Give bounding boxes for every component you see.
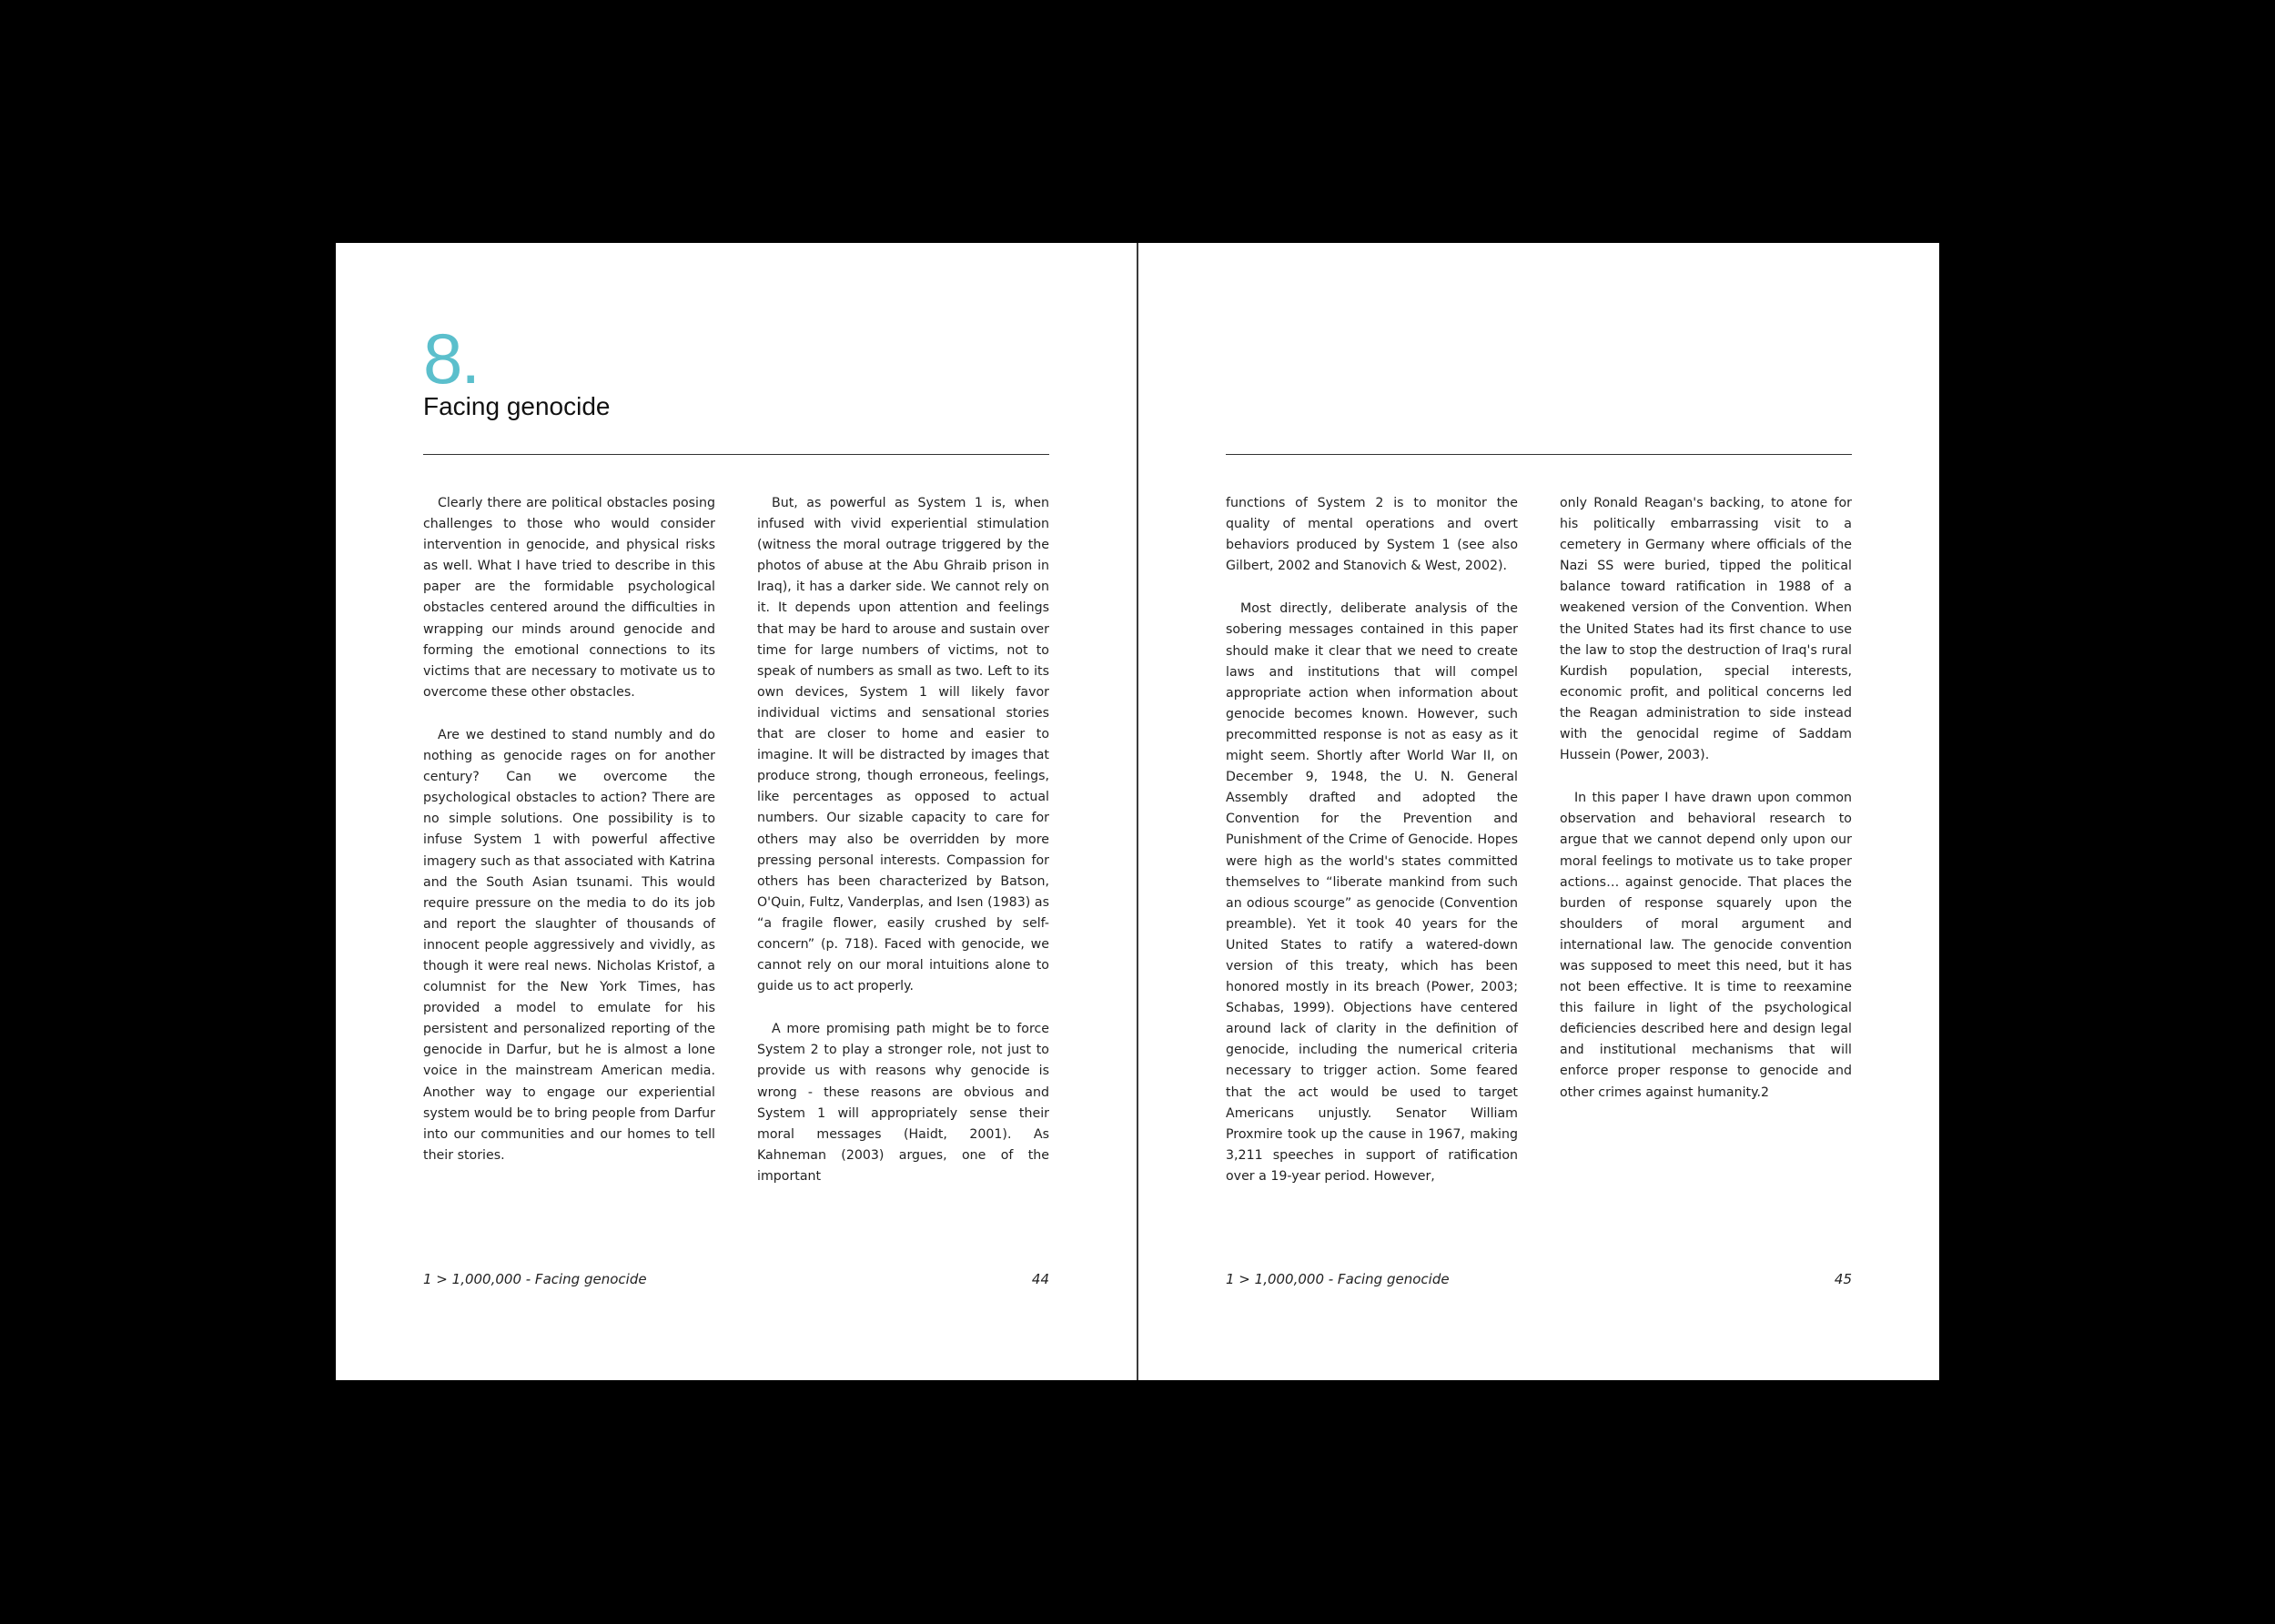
left-page-column-2 xyxy=(757,493,1049,1187)
paragraph: A more promising path might be to force System 2 to play a stronger role, not just to provide us with reasons why genocide is wrong - these reasons are obvious and System 1 will appropriately sense their moral messages (Haidt, 2001). As Kahneman (2003) argues, one of the important xyxy=(757,1022,1049,1184)
page-number: 45 xyxy=(1834,1271,1852,1287)
running-footer: 1 > 1,000,000 - Facing genocide xyxy=(1226,1271,1450,1287)
header-rule xyxy=(1226,454,1852,455)
paragraph: But, as powerful as System 1 is, when infused with vivid experiential stimulation (witness the moral outrage triggered by the photos of abuse at the Abu Ghraib prison in Iraq), it has a darker side. We cannot rely on it. It depends upon attention and feelings that may be hard to arouse and sustain over time for large numbers of victims, not to speak of numbers as small as two. Left to its own devices, System 1 will likely favor individual victims and sensational stories that are closer to home and easier to imagine. It will be distracted by images that produce strong, though erroneous, feelings, like percentages as opposed to actual numbers. Our sizable capacity to care for others may also be overridden by more pressing personal interests. Compassion for others has been characterized by Batson, O'Quin, Fultz, Vanderplas, and Isen (1983) as “a fragile flower, easily crushed by self-concern” (p. 718). Faced with genocide, we cannot rely on our moral intuitions alone to guide us to act properly. xyxy=(757,496,1049,994)
paragraph: In this paper I have drawn upon common observation and behavioral research to argue that we cannot depend only upon our moral feelings to motivate us to take proper actions… against genocide. That places the burden of response squarely upon the shoulders of moral argument and international law. The genocide convention was supposed to meet this need, but it has not been effective. It is time to reexamine this failure in light of the psychological deficiencies described here and design legal and institutional mechanisms that will enforce proper response to genocide and other crimes against humanity.2 xyxy=(1560,791,1852,1100)
right-page-column-2 xyxy=(1560,493,1852,1104)
paragraph: functions of System 2 is to monitor the quality of mental operations and overt behaviors produced by System 1 (see also Gilbert, 2002 and Stanovich & West, 2002). xyxy=(1226,496,1518,574)
left-page-column-1 xyxy=(423,493,715,1166)
paragraph: only Ronald Reagan's backing, to atone for his politically embarrassing visit to a cemetery in Germany where officials of the Nazi SS were buried, tipped the political balance toward ratification in 1988 of a weakened version of the Convention. When the United States had its first chance to use the law to stop the destruction of Iraq's rural Kurdish population, special interests, economic profit, and political concerns led the Reagan administration to side instead with the genocidal regime of Saddam Hussein (Power, 2003). xyxy=(1560,496,1852,763)
chapter-number: 8. xyxy=(423,318,480,398)
paragraph: Are we destined to stand numbly and do nothing as genocide rages on for another century? Can we overcome the psychological obstacles to action? There are no simple solutions. One possibility is to infuse System 1 with powerful affective imagery such as that associated with Katrina and the South Asian tsunami. This would require pressure on the media to do its job and report the slaughter of thousands of innocent people aggressively and vividly, as though it were real news. Nicholas Kristof, a columnist for the New York Times, has provided a model to emulate for his persistent and personalized reporting of the genocide in Darfur, but he is almost a lone voice in the mainstream American media. Another way to engage our experiential system would be to bring people from Darfur into our communities and our homes to tell their stories. xyxy=(423,727,715,1163)
header-rule xyxy=(423,454,1049,455)
right-page-column-1 xyxy=(1226,493,1518,1187)
paragraph: Clearly there are political obstacles posing challenges to those who would consider intervention in genocide, and physical risks as well. What I have tried to describe in this paper are the formidable psychological obstacles centered around the difficulties in wrapping our minds around genocide and forming the emotional connections to its victims that are necessary to motivate us to overcome these other obstacles. xyxy=(423,496,715,700)
paragraph: Most directly, deliberate analysis of the sobering messages contained in this paper should make it clear that we need to create laws and institutions that will compel appropriate action when information about genocide becomes known. However, such precommitted response is not as easy as it might seem. Shortly after World War II, on December 9, 1948, the U. N. General Assembly drafted and adopted the Convention for the Prevention and Punishment of the Crime of Genocide. Hopes were high as the world's states committed themselves to “liberate mankind from such an odious scourge” as genocide (Convention preamble). Yet it took 40 years for the United States to ratify a watered-down version of this treaty, which has been honored mostly in its breach (Power, 2003; Schabas, 1999). Objections have centered around lack of clarity in the definition of genocide, including the numerical criteria necessary to trigger action. Some feared that the act would be used to target Americans unjustly. Senator William Proxmire took up the cause in 1967, making 3,211 speeches in support of ratification over a 19-year period. However, xyxy=(1226,601,1518,1184)
left-page xyxy=(336,243,1137,1380)
running-footer: 1 > 1,000,000 - Facing genocide xyxy=(423,1271,647,1287)
book-spread xyxy=(336,243,1939,1380)
page-number: 44 xyxy=(1031,1271,1049,1287)
chapter-title: Facing genocide xyxy=(423,392,611,420)
right-page xyxy=(1138,243,1939,1380)
